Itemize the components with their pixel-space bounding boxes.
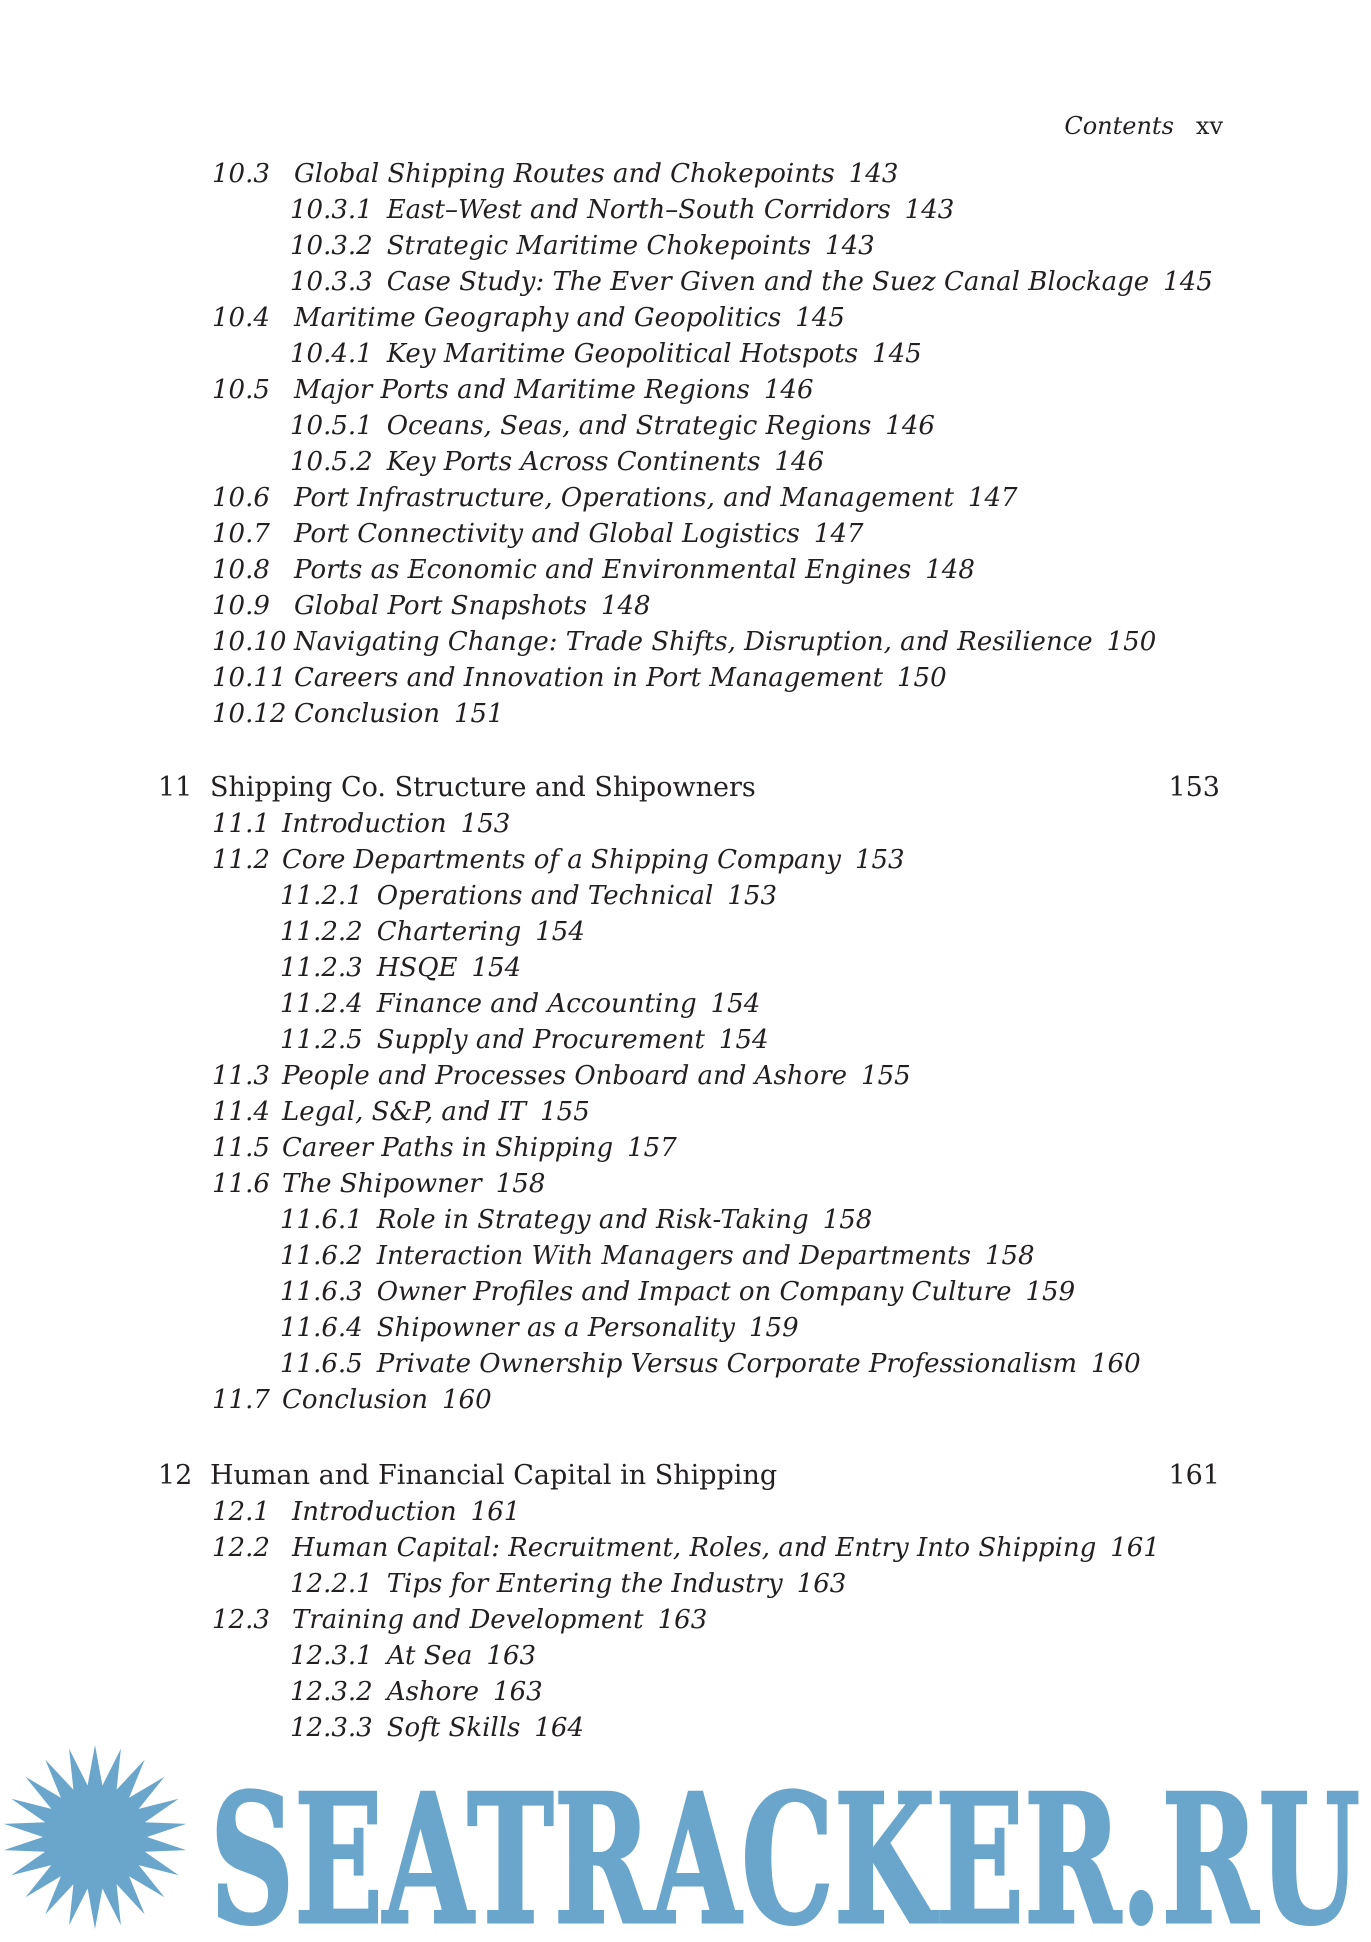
section-title: Global Shipping Routes and Chokepoints xyxy=(294,159,835,189)
watermark-text: SEATRACKER.RU xyxy=(210,1755,1360,1938)
toc-entry xyxy=(280,1310,799,1346)
section-page: 161 xyxy=(1110,1533,1160,1563)
section-page: 157 xyxy=(627,1133,677,1163)
toc-entry xyxy=(290,1638,536,1674)
section-number: 12.3.3 xyxy=(290,1713,373,1743)
section-number: 12.2.1 xyxy=(290,1569,373,1599)
toc-entry xyxy=(212,1094,590,1130)
section-title: Global Port Snapshots xyxy=(294,591,587,621)
toc-entry xyxy=(212,1530,1160,1566)
toc-entry xyxy=(280,878,777,914)
toc-entry xyxy=(212,1494,520,1530)
section-page: 148 xyxy=(925,555,975,585)
section-title: Ports as Economic and Environmental Engines xyxy=(294,555,912,585)
toc-entry xyxy=(212,696,504,732)
toc-entry xyxy=(280,986,760,1022)
section-page: 163 xyxy=(657,1605,708,1635)
toc-entry xyxy=(280,1346,1141,1382)
section-number: 12.1 xyxy=(212,1497,270,1527)
section-title: East–West and North–South Corridors xyxy=(386,195,891,225)
section-title: Conclusion xyxy=(282,1385,428,1415)
watermark xyxy=(0,1740,1371,1938)
toc-entry xyxy=(290,192,954,228)
section-page: 143 xyxy=(825,231,875,261)
section-number: 11.7 xyxy=(212,1385,270,1415)
toc-entry xyxy=(212,372,814,408)
section-number: 10.3.3 xyxy=(290,267,373,297)
section-title: At Sea xyxy=(386,1641,473,1671)
toc-entry xyxy=(212,480,1018,516)
section-page: 163 xyxy=(796,1569,847,1599)
toc-entry xyxy=(280,1022,769,1058)
section-title: Supply and Procurement xyxy=(376,1025,705,1055)
section-page: 158 xyxy=(984,1241,1035,1271)
toc-entry xyxy=(290,408,935,444)
section-page: 155 xyxy=(540,1097,590,1127)
section-page: 154 xyxy=(535,917,585,947)
running-head-title: Contents xyxy=(1064,112,1174,140)
section-page: 143 xyxy=(904,195,955,225)
toc-entry xyxy=(212,300,845,336)
toc-entry xyxy=(212,1130,677,1166)
section-number: 10.5.1 xyxy=(290,411,373,441)
section-number: 10.8 xyxy=(212,555,270,585)
section-page: 153 xyxy=(727,881,777,911)
section-page: 147 xyxy=(967,483,1018,513)
section-number: 10.6 xyxy=(212,483,270,513)
section-page: 145 xyxy=(872,339,922,369)
toc-entry xyxy=(212,660,947,696)
section-page: 163 xyxy=(486,1641,537,1671)
section-number: 10.4 xyxy=(212,303,270,333)
toc-entry xyxy=(290,1566,846,1602)
section-title: Conclusion xyxy=(294,699,440,729)
section-title: Interaction With Managers and Departments xyxy=(376,1241,971,1271)
section-title: Training and Development xyxy=(292,1605,644,1635)
section-page: 154 xyxy=(710,989,761,1019)
section-number: 11.2.2 xyxy=(280,917,363,947)
section-page: 160 xyxy=(1091,1349,1141,1379)
section-page: 145 xyxy=(1163,267,1213,297)
chapter-title: Shipping Co. Structure and Shipowners xyxy=(210,772,756,803)
sun-burst-icon xyxy=(4,1745,186,1929)
section-page: 163 xyxy=(493,1677,543,1707)
section-title: Operations and Technical xyxy=(376,881,714,911)
section-number: 11.2.5 xyxy=(280,1025,363,1055)
toc-entry xyxy=(280,914,585,950)
toc-entry xyxy=(290,264,1213,300)
section-title: Soft Skills xyxy=(386,1713,521,1743)
section-page: 155 xyxy=(861,1061,911,1091)
section-page: 159 xyxy=(1025,1277,1076,1307)
section-title: Port Infrastructure, Operations, and Management xyxy=(294,483,954,513)
section-title: Introduction xyxy=(292,1497,457,1527)
section-title: Port Connectivity and Global Logistics xyxy=(294,519,800,549)
toc-entry xyxy=(280,1202,872,1238)
section-page: 154 xyxy=(718,1025,769,1055)
toc-entry xyxy=(212,1602,707,1638)
toc-entry xyxy=(280,1238,1035,1274)
chapter-number: 12 xyxy=(158,1460,193,1491)
section-number: 10.7 xyxy=(212,519,270,549)
section-number: 11.4 xyxy=(212,1097,270,1127)
section-number: 12.2 xyxy=(212,1533,270,1563)
chapter-page: 161 xyxy=(1168,1460,1220,1491)
toc-entry xyxy=(212,842,905,878)
section-title: Career Paths in Shipping xyxy=(282,1133,614,1163)
section-number: 11.2.4 xyxy=(280,989,363,1019)
section-number: 10.3 xyxy=(212,159,270,189)
section-page: 148 xyxy=(600,591,651,621)
section-number: 10.5.2 xyxy=(290,447,373,477)
toc-entry xyxy=(212,588,651,624)
section-title: People and Processes Onboard and Ashore xyxy=(282,1061,848,1091)
section-title: Introduction xyxy=(282,809,447,839)
toc-entry xyxy=(212,806,510,842)
toc-entry xyxy=(212,552,975,588)
toc-entry xyxy=(290,336,922,372)
section-number: 12.3.2 xyxy=(290,1677,373,1707)
toc-entry xyxy=(212,1166,545,1202)
section-number: 11.2.3 xyxy=(280,953,363,983)
section-title: Chartering xyxy=(376,917,522,947)
section-number: 10.10 xyxy=(212,627,287,657)
section-title: Case Study: The Ever Given and the Suez Canal Blockage xyxy=(386,267,1150,297)
section-page: 160 xyxy=(441,1385,492,1415)
section-number: 11.2 xyxy=(212,845,270,875)
section-number: 11.3 xyxy=(212,1061,270,1091)
watermark-graphic xyxy=(0,1740,1371,1938)
section-number: 10.9 xyxy=(212,591,270,621)
section-page: 164 xyxy=(534,1713,584,1743)
section-number: 12.3 xyxy=(212,1605,270,1635)
chapter-title: Human and Financial Capital in Shipping xyxy=(210,1460,778,1491)
section-title: Legal, S&P, and IT xyxy=(282,1097,527,1127)
section-title: Finance and Accounting xyxy=(376,989,697,1019)
section-number: 10.11 xyxy=(212,663,287,693)
section-page: 158 xyxy=(495,1169,546,1199)
section-page: 153 xyxy=(460,809,511,839)
toc-entry xyxy=(290,1674,543,1710)
toc-entry xyxy=(212,156,898,192)
section-title: Oceans, Seas, and Strategic Regions xyxy=(386,411,872,441)
section-number: 11.1 xyxy=(212,809,270,839)
toc-entry xyxy=(280,1274,1075,1310)
toc-entry xyxy=(212,624,1156,660)
section-page: 151 xyxy=(453,699,504,729)
section-title: Major Ports and Maritime Regions xyxy=(294,375,750,405)
section-number: 11.6.3 xyxy=(280,1277,363,1307)
chapter-page: 153 xyxy=(1168,772,1220,803)
section-title: Role in Strategy and Risk-Taking xyxy=(376,1205,809,1235)
section-page: 145 xyxy=(795,303,845,333)
section-number: 10.3.1 xyxy=(290,195,373,225)
section-number: 11.6.5 xyxy=(280,1349,363,1379)
section-page: 146 xyxy=(763,375,814,405)
section-title: Shipowner as a Personality xyxy=(376,1313,735,1343)
section-page: 150 xyxy=(897,663,947,693)
section-number: 11.6.1 xyxy=(280,1205,363,1235)
chapter-entry xyxy=(158,1458,1220,1494)
toc-entry xyxy=(212,1058,911,1094)
section-title: Owner Profiles and Impact on Company Culture xyxy=(376,1277,1012,1307)
section-title: Careers and Innovation in Port Management xyxy=(294,663,884,693)
running-head-page: xv xyxy=(1195,112,1223,140)
chapter-number: 11 xyxy=(158,772,193,803)
toc-entry xyxy=(290,228,875,264)
section-number: 11.6.4 xyxy=(280,1313,363,1343)
section-number: 10.12 xyxy=(212,699,287,729)
section-number: 10.4.1 xyxy=(290,339,373,369)
section-title: Tips for Entering the Industry xyxy=(386,1569,783,1599)
section-number: 12.3.1 xyxy=(290,1641,373,1671)
toc-entry xyxy=(212,1382,492,1418)
section-page: 161 xyxy=(470,1497,521,1527)
section-title: Strategic Maritime Chokepoints xyxy=(386,231,812,261)
section-number: 11.6 xyxy=(212,1169,270,1199)
section-page: 150 xyxy=(1106,627,1157,657)
section-number: 11.6.2 xyxy=(280,1241,363,1271)
section-page: 154 xyxy=(471,953,522,983)
toc-entry xyxy=(212,516,864,552)
section-title: Human Capital: Recruitment, Roles, and Entry Into Shipping xyxy=(292,1533,1097,1563)
section-title: HSQE xyxy=(376,953,458,983)
section-title: The Shipowner xyxy=(282,1169,482,1199)
section-title: Private Ownership Versus Corporate Professionalism xyxy=(376,1349,1077,1379)
section-page: 146 xyxy=(885,411,935,441)
section-page: 143 xyxy=(848,159,899,189)
section-title: Navigating Change: Trade Shifts, Disruption, and Resilience xyxy=(294,627,1093,657)
section-number: 11.2.1 xyxy=(280,881,363,911)
section-number: 10.3.2 xyxy=(290,231,373,261)
section-page: 146 xyxy=(774,447,825,477)
running-head xyxy=(1064,112,1223,140)
section-number: 10.5 xyxy=(212,375,270,405)
section-title: Ashore xyxy=(386,1677,480,1707)
chapter-entry xyxy=(158,770,1220,806)
section-title: Core Departments of a Shipping Company xyxy=(282,845,841,875)
section-page: 158 xyxy=(822,1205,873,1235)
toc-entry xyxy=(280,950,521,986)
section-number: 11.5 xyxy=(212,1133,270,1163)
section-title: Key Maritime Geopolitical Hotspots xyxy=(386,339,859,369)
section-page: 153 xyxy=(854,845,905,875)
toc-entry xyxy=(290,444,824,480)
section-page: 147 xyxy=(813,519,864,549)
section-title: Key Ports Across Continents xyxy=(386,447,761,477)
section-title: Maritime Geography and Geopolitics xyxy=(294,303,782,333)
section-page: 159 xyxy=(748,1313,799,1343)
